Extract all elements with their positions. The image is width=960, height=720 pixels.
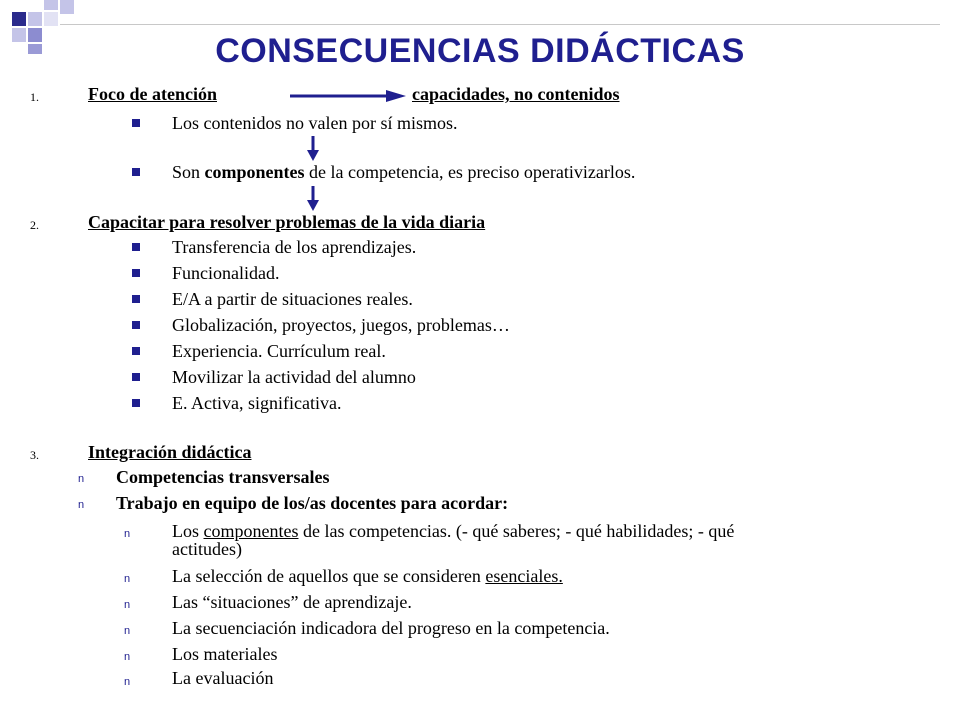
bullet-marker: n (124, 676, 131, 688)
list-item-text: Son (172, 162, 205, 182)
list-item-underlined: componentes (203, 521, 299, 541)
deco-square-light (28, 12, 42, 26)
list-item: Los materiales (172, 644, 278, 664)
bullet-icon (132, 243, 140, 251)
list-item: Movilizar la actividad del alumno (172, 367, 416, 387)
bullet-icon (132, 373, 140, 381)
bullet-marker: n (78, 499, 85, 511)
list-item: Trabajo en equipo de los/as docentes para acordar: (116, 493, 509, 513)
list-item: La secuenciación indicadora del progreso en la competencia. (172, 618, 610, 638)
list-item: La evaluación (172, 668, 274, 688)
list-item: Los contenidos no valen por sí mismos. (172, 113, 458, 133)
list-item-text: de las competencias. (- qué saberes; - qué habilidades; - qué (298, 521, 735, 541)
section-heading: Foco de atención (88, 84, 217, 104)
bullet-icon (132, 119, 140, 127)
list-item (172, 565, 563, 587)
bullet-icon (132, 168, 140, 176)
list-item-text: de la competencia, es preciso operativizarlos. (304, 162, 636, 182)
bullet-marker: n (124, 599, 131, 611)
bullet-icon (132, 347, 140, 355)
deco-square-mid (44, 0, 58, 10)
list-item: Funcionalidad. (172, 263, 280, 283)
deco-square-light (60, 0, 74, 14)
list-item-underlined: esenciales. (485, 566, 563, 586)
bullet-marker: n (78, 473, 85, 485)
down-arrow-icon (305, 186, 321, 212)
bullet-icon (132, 295, 140, 303)
down-arrow-icon (305, 136, 321, 162)
list-item: E/A a partir de situaciones reales. (172, 289, 413, 309)
list-item-text: Los (172, 521, 204, 541)
title-divider (60, 24, 940, 25)
page-title: CONSECUENCIAS DIDÁCTICAS (215, 32, 745, 70)
bullet-icon (132, 321, 140, 329)
bullet-icon (132, 269, 140, 277)
bullet-marker: n (124, 651, 131, 663)
list-item-continuation: actitudes) (172, 539, 242, 559)
bullet-marker: n (124, 573, 131, 585)
bullet-marker: n (124, 528, 131, 540)
bullet-marker: n (124, 625, 131, 637)
section-heading: Capacitar para resolver problemas de la vida diaria (88, 212, 486, 232)
list-item: Experiencia. Currículum real. (172, 341, 386, 361)
list-item-emphasis: componentes (204, 162, 305, 182)
list-item-text: La selección de aquellos que se consideren (172, 566, 486, 586)
list-item: Globalización, proyectos, juegos, problemas… (172, 315, 510, 335)
section-number: 2. (30, 218, 39, 232)
focus-target: capacidades, no contenidos (412, 84, 620, 104)
list-item: Transferencia de los aprendizajes. (172, 237, 417, 257)
list-item: Las “situaciones” de aprendizaje. (172, 592, 412, 612)
section-number: 1. (30, 90, 39, 104)
deco-square-light (44, 12, 58, 26)
section-number: 3. (30, 448, 39, 462)
right-arrow-icon (288, 88, 408, 104)
list-item (172, 161, 635, 183)
section-heading: Integración didáctica (88, 442, 252, 462)
list-item: Competencias transversales (116, 467, 330, 487)
list-item (172, 520, 734, 542)
deco-square-dark (12, 12, 26, 26)
bullet-icon (132, 399, 140, 407)
list-item: E. Activa, significativa. (172, 393, 342, 413)
